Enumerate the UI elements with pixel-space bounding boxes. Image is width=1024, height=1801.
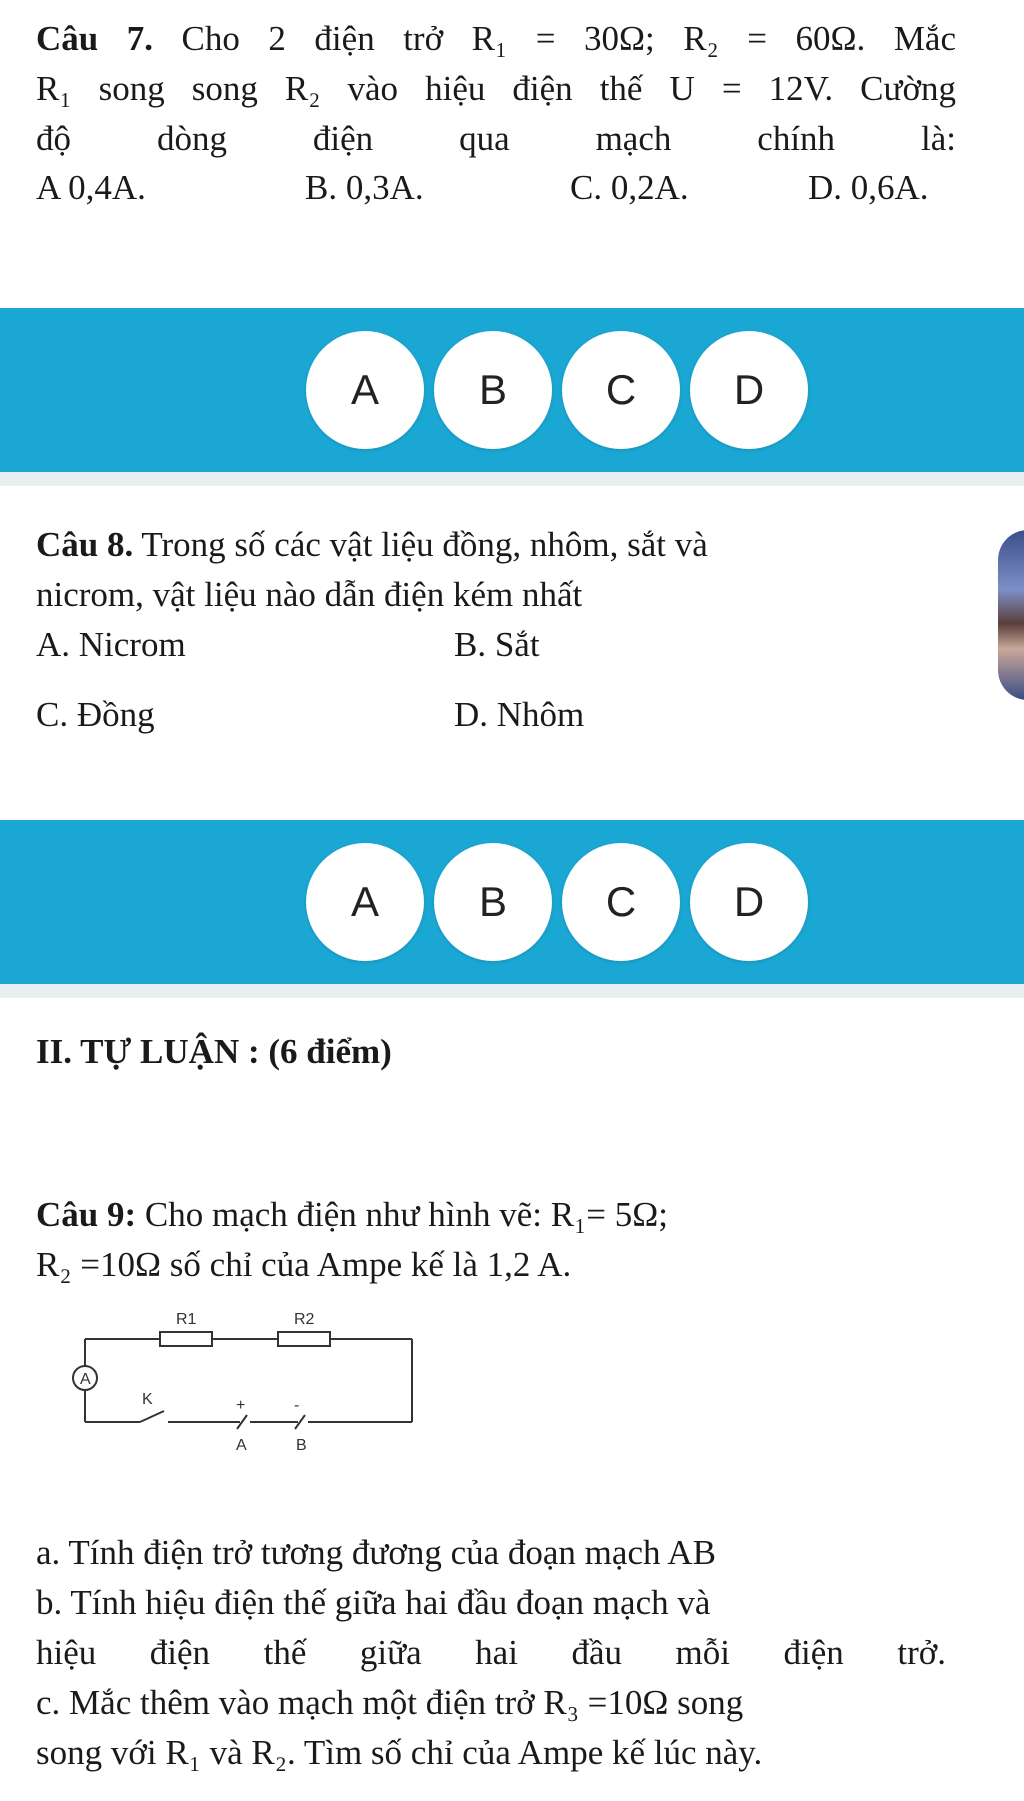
question-9-parts xyxy=(36,1528,946,1778)
question-7-text-1: Cho 2 điện trở R₁ = 30Ω; R₂ = 60Ω. Mắc xyxy=(181,19,957,58)
label-minus: - xyxy=(294,1397,300,1414)
answer-1-choice-d[interactable]: D xyxy=(690,331,808,449)
question-7-option-c: C. 0,2A. xyxy=(570,168,689,207)
label-switch: K xyxy=(142,1391,153,1408)
switch-k xyxy=(140,1411,164,1422)
question-8-line-1 xyxy=(36,520,956,570)
question-8-label: Câu 8. xyxy=(36,525,134,564)
label-terminal-a: A xyxy=(236,1437,247,1454)
resistor-r2 xyxy=(278,1332,330,1346)
question-9-part-b-line-2: hiệu điện thế giữa hai đầu mỗi điện trở. xyxy=(36,1633,946,1672)
question-8-option-d: D. Nhôm xyxy=(454,695,585,734)
question-7-line-2: R₁ song song R₂ vào hiệu điện thế U = 12V. Cường xyxy=(36,69,956,108)
question-7-option-d: D. 0,6A. xyxy=(808,168,929,207)
answer-1-choice-c[interactable]: C xyxy=(562,331,680,449)
question-9-line-1 xyxy=(36,1190,956,1240)
question-9-part-c-line-1: c. Mắc thêm vào mạch một điện trở R₃ =10Ω song xyxy=(36,1683,744,1722)
answer-2-choice-c[interactable]: C xyxy=(562,843,680,961)
resistor-r1 xyxy=(160,1332,212,1346)
question-8-line-2: nicrom, vật liệu nào dẫn điện kém nhất xyxy=(36,575,583,614)
question-9 xyxy=(36,1190,956,1290)
separator-1 xyxy=(0,472,1024,486)
question-7-option-a: A 0,4A. xyxy=(36,168,146,207)
question-8-option-a: A. Nicrom xyxy=(36,625,186,664)
answer-2-choice-d[interactable]: D xyxy=(690,843,808,961)
question-7-option-b: B. 0,3A. xyxy=(305,168,424,207)
answer-bar-1 xyxy=(0,308,1024,472)
question-7-line-3: độ dòng điện qua mạch chính là: xyxy=(36,119,956,158)
question-9-part-c-line-2: song với R₁ và R₂. Tìm số chỉ của Ampe kế lúc này. xyxy=(36,1733,763,1772)
question-8-text-1: Trong số các vật liệu đồng, nhôm, sắt và xyxy=(141,525,708,564)
answer-1-choice-b[interactable]: B xyxy=(434,331,552,449)
question-7-label: Câu 7. xyxy=(36,19,154,58)
label-ammeter: A xyxy=(80,1371,91,1388)
label-terminal-b: B xyxy=(296,1437,307,1454)
separator-2 xyxy=(0,984,1024,998)
section-title: II. TỰ LUẬN : (6 điểm) xyxy=(36,1032,392,1071)
question-7-line-1 xyxy=(36,14,956,64)
question-9-text-1: Cho mạch điện như hình vẽ: R₁= 5Ω; xyxy=(144,1195,669,1234)
answer-1-choice-a[interactable]: A xyxy=(306,331,424,449)
label-r2: R2 xyxy=(294,1311,315,1328)
question-8 xyxy=(36,520,956,620)
label-r1: R1 xyxy=(176,1311,197,1328)
question-9-part-a: a. Tính điện trở tương đương của đoạn mạch AB xyxy=(36,1533,716,1572)
label-plus: + xyxy=(236,1397,246,1414)
question-9-line-2: R₂ =10Ω số chỉ của Ampe kế là 1,2 A. xyxy=(36,1245,572,1284)
question-9-label: Câu 9: xyxy=(36,1195,137,1234)
circuit-diagram xyxy=(60,1298,430,1458)
answer-2-choice-a[interactable]: A xyxy=(306,843,424,961)
question-8-option-b: B. Sắt xyxy=(454,625,540,664)
answer-2-choice-b[interactable]: B xyxy=(434,843,552,961)
video-avatar xyxy=(998,530,1024,700)
question-8-option-c: C. Đồng xyxy=(36,695,155,734)
question-9-part-b-line-1: b. Tính hiệu điện thế giữa hai đầu đoạn mạch và xyxy=(36,1583,711,1622)
answer-bar-2 xyxy=(0,820,1024,984)
question-7 xyxy=(36,14,956,164)
